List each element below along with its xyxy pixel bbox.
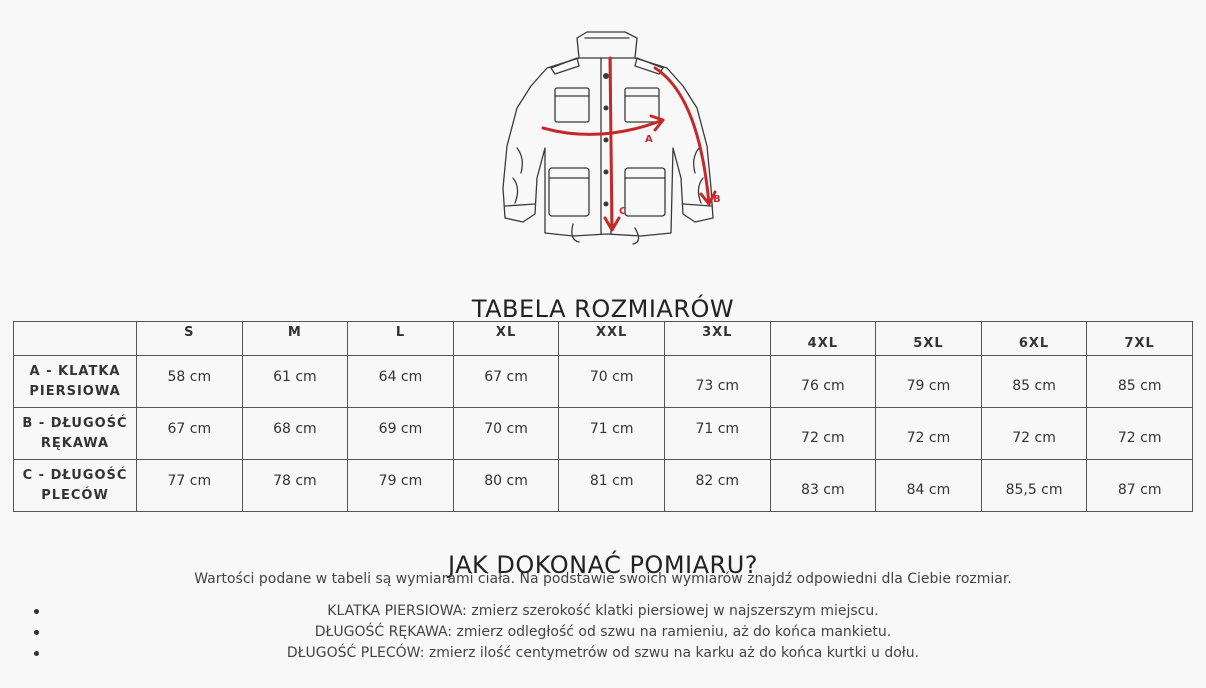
measure-label-c: C	[619, 206, 627, 217]
table-cell: 69 cm	[348, 408, 454, 460]
list-item	[0, 601, 1206, 622]
table-cell: 58 cm	[137, 356, 243, 408]
size-header-3xl: 3XL	[664, 322, 770, 356]
list-item	[0, 643, 1206, 664]
jacket-illustration-icon	[495, 28, 730, 253]
table-cell: 78 cm	[242, 460, 348, 512]
table-cell: 71 cm	[559, 408, 665, 460]
row-label-sleeve: B - DŁUGOŚĆ RĘKAWA	[14, 408, 137, 460]
size-table	[13, 321, 1193, 512]
table-cell: 80 cm	[453, 460, 559, 512]
table-cell: 82 cm	[664, 460, 770, 512]
step-text: DŁUGOŚĆ RĘKAWA: zmierz odległość od szwu na ramieniu, aż do końca mankietu.	[314, 624, 892, 640]
table-cell: 81 cm	[559, 460, 665, 512]
size-header-5xl: 5XL	[876, 322, 982, 356]
size-header-xl: XL	[453, 322, 559, 356]
table-cell: 85 cm	[1087, 356, 1193, 408]
table-row-back	[14, 460, 1193, 512]
table-cell: 85 cm	[981, 356, 1087, 408]
how-to-intro: Wartości podane w tabeli są wymiarami ciała. Na podstawie swoich wymiarów znajdź odpowiedni dla Ciebie rozmiar.	[194, 571, 1012, 587]
table-cell: 72 cm	[876, 408, 982, 460]
bullet-icon	[34, 609, 39, 614]
size-header-6xl: 6XL	[981, 322, 1087, 356]
measurement-steps-list	[0, 601, 1206, 664]
how-to-title: JAK DOKONAĆ POMIARU?	[447, 550, 758, 579]
measure-label-b: B	[713, 194, 721, 205]
size-table-title: TABELA ROZMIARÓW	[471, 295, 735, 324]
table-cell: 79 cm	[876, 356, 982, 408]
table-cell: 61 cm	[242, 356, 348, 408]
row-label-chest: A - KLATKA PIERSIOWA	[14, 356, 137, 408]
table-row-chest	[14, 356, 1193, 408]
table-cell: 83 cm	[770, 460, 876, 512]
bullet-icon	[34, 651, 39, 656]
table-cell: 70 cm	[559, 356, 665, 408]
table-cell: 72 cm	[770, 408, 876, 460]
table-cell: 70 cm	[453, 408, 559, 460]
table-row-sleeve	[14, 408, 1193, 460]
table-cell: 73 cm	[664, 356, 770, 408]
table-cell: 79 cm	[348, 460, 454, 512]
size-header-4xl: 4XL	[770, 322, 876, 356]
size-header-s: S	[137, 322, 243, 356]
table-cell: 85,5 cm	[981, 460, 1087, 512]
row-label-back: C - DŁUGOŚĆ PLECÓW	[14, 460, 137, 512]
table-cell: 84 cm	[876, 460, 982, 512]
step-text: KLATKA PIERSIOWA: zmierz szerokość klatki piersiowej w najszerszym miejscu.	[327, 603, 879, 619]
table-cell: 72 cm	[981, 408, 1087, 460]
table-cell: 68 cm	[242, 408, 348, 460]
table-cell: 71 cm	[664, 408, 770, 460]
table-cell: 87 cm	[1087, 460, 1193, 512]
table-corner-cell	[14, 322, 137, 356]
size-header-7xl: 7XL	[1087, 322, 1193, 356]
bullet-icon	[34, 630, 39, 635]
table-cell: 72 cm	[1087, 408, 1193, 460]
table-cell: 76 cm	[770, 356, 876, 408]
measure-label-a: A	[645, 134, 653, 145]
table-cell: 67 cm	[453, 356, 559, 408]
size-header-l: L	[348, 322, 454, 356]
size-header-xxl: XXL	[559, 322, 665, 356]
step-text: DŁUGOŚĆ PLECÓW: zmierz ilość centymetrów od szwu na karku aż do końca kurtki u dołu.	[286, 645, 920, 661]
size-header-row	[14, 322, 1193, 356]
table-cell: 64 cm	[348, 356, 454, 408]
table-cell: 67 cm	[137, 408, 243, 460]
size-header-m: M	[242, 322, 348, 356]
list-item	[0, 622, 1206, 643]
table-cell: 77 cm	[137, 460, 243, 512]
